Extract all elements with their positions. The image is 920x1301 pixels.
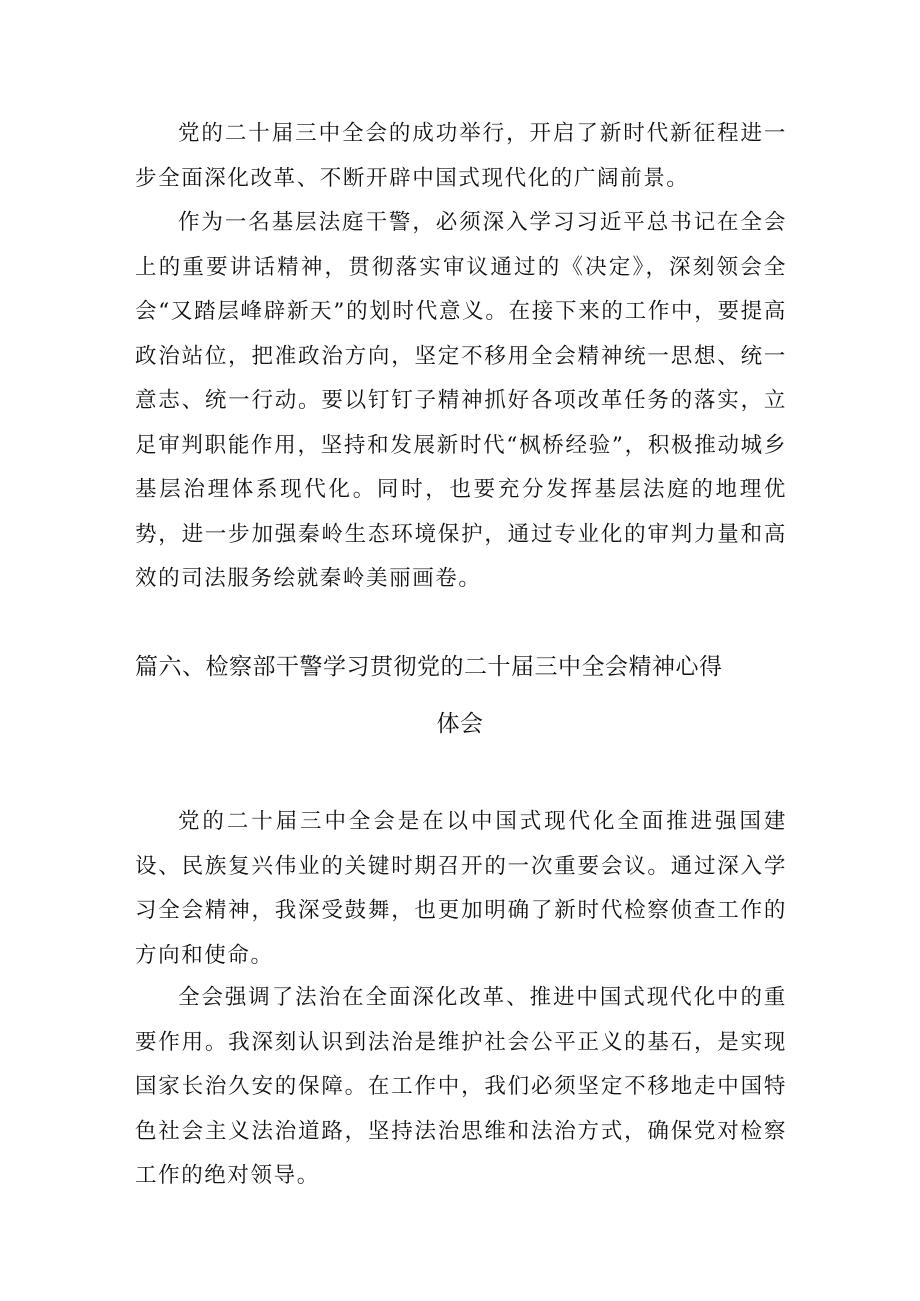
body-paragraph: 作为一名基层法庭干警，必须深入学习习近平总书记在全会上的重要讲话精神，贯彻落实审议通过的《决定》，深刻领会全会“又踏层峰辟新天”的划时代意义。在接下来的工作中，要提高政治站位，把准政治方向，坚定不移用全会精神统一思想、统一意志、统一行动。要以钉钉子精神抓好各项改革任务的落实，立足审判职能作用，坚持和发展新时代“枫桥经验”，积极推动城乡基层治理体系现代化。同时，也要充分发挥基层法庭的地理优势，进一步加强秦岭生态环境保护，通过专业化的审判力量和高效的司法服务绘就秦岭美丽画卷。 <box>135 210 787 591</box>
body-paragraph: 党的二十届三中全会的成功举行，开启了新时代新征程进一步全面深化改革、不断开辟中国式现代化的广阔前景。 <box>135 121 787 191</box>
section-title-continued: 体会 <box>436 711 484 737</box>
body-paragraph: 党的二十届三中全会是在以中国式现代化全面推进强国建设、民族复兴伟业的关键时期召开的一次重要会议。通过深入学习全会精神，我深受鼓舞，也更加明确了新时代检察侦查工作的方向和使命。 <box>135 809 787 968</box>
section-title: 篇六、检察部干警学习贯彻党的二十届三中全会精神心得 <box>135 654 723 680</box>
body-paragraph: 全会强调了法治在全面深化改革、推进中国式现代化中的重要作用。我深刻认识到法治是维护社会公平正义的基石，是实现国家长治久安的保障。在工作中，我们必须坚定不移地走中国特色社会主义法治道路，坚持法治思维和法治方式，确保党对检察工作的绝对领导。 <box>135 985 787 1188</box>
